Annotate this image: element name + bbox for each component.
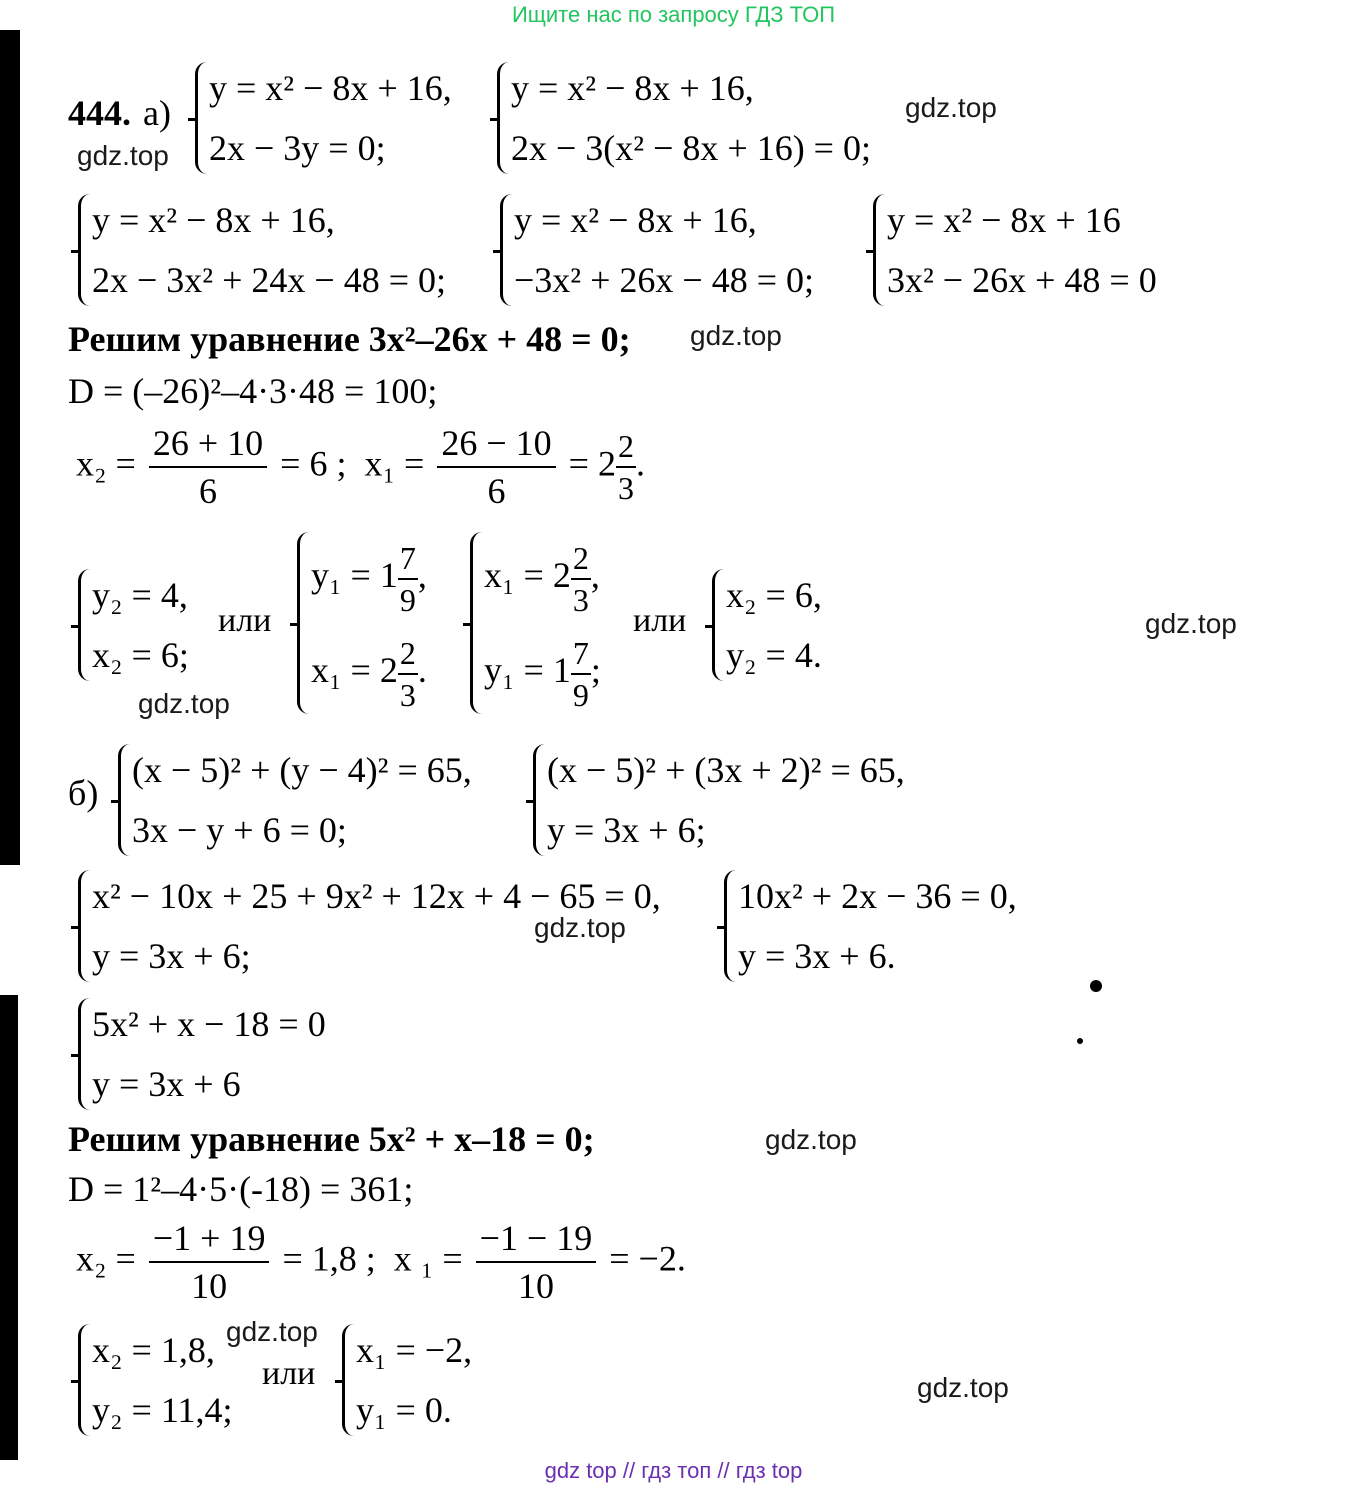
watermark: gdz.top <box>534 912 626 943</box>
equation: x₂ = 1,8, <box>92 1330 215 1370</box>
lhs: y₁ = 1 <box>311 555 398 595</box>
discriminant-a: D = (–26)²–4·3·48 = 100; <box>68 371 438 411</box>
watermark: gdz.top <box>905 92 997 123</box>
numerator: −1 − 19 <box>476 1215 597 1263</box>
watermark: gdz.top <box>690 320 782 351</box>
denominator: 3 <box>399 676 416 713</box>
equation <box>484 528 601 623</box>
root-x1-whole: = 2 <box>568 443 616 484</box>
scan-speck <box>1077 1038 1083 1044</box>
equation: 3x² − 26x + 48 = 0 <box>887 260 1157 300</box>
brace <box>500 194 513 306</box>
equation: −3x² + 26x − 48 = 0; <box>514 260 815 300</box>
equation: y₂ = 4, <box>92 575 188 615</box>
equation: y = 3x + 6; <box>92 936 251 976</box>
equation <box>311 623 427 718</box>
numerator: 2 <box>616 426 636 468</box>
problem-number: 444. <box>68 93 131 133</box>
brace <box>533 744 546 856</box>
equation: x₂ = 6; <box>92 635 189 675</box>
equation: y = 3x + 6 <box>92 1064 241 1104</box>
fraction <box>398 538 418 620</box>
equation: y = x² − 8x + 16, <box>514 200 757 240</box>
brace <box>470 532 483 714</box>
root-x2-value: = 6 ; <box>280 443 347 484</box>
equation: y₂ = 11,4; <box>92 1390 233 1430</box>
or-word: или <box>633 602 687 639</box>
brace <box>78 870 91 982</box>
root-x1-label: x₁ = <box>364 443 425 484</box>
numerator: 2 <box>571 538 591 580</box>
root-x2-label: x₂ = <box>76 443 136 484</box>
fraction <box>149 420 267 514</box>
numerator: 26 + 10 <box>149 420 267 468</box>
equation: 5x² + x − 18 = 0 <box>92 1004 326 1044</box>
equation: y = x² − 8x + 16, <box>511 68 754 108</box>
solve-text-b: Решим уравнение 5x² + x–18 = 0; <box>68 1119 595 1159</box>
punct: , <box>417 555 427 595</box>
root-x2-value: = 1,8 ; <box>282 1238 376 1279</box>
footer-links[interactable]: gdz top // гдз топ // гдз top <box>544 1458 803 1483</box>
or-word: или <box>218 602 272 639</box>
brace <box>712 569 725 681</box>
root-x2-label: x₂ = <box>76 1238 136 1279</box>
brace <box>78 1324 91 1436</box>
equation: y₁ = 0. <box>356 1390 452 1430</box>
equation: (x − 5)² + (3x + 2)² = 65, <box>547 750 905 790</box>
denominator: 9 <box>572 676 589 713</box>
equation: 2x − 3(x² − 8x + 16) = 0; <box>511 128 871 168</box>
brace <box>195 62 208 174</box>
watermark: gdz.top <box>1145 608 1237 639</box>
fraction <box>571 538 591 620</box>
brace <box>497 62 510 174</box>
denominator: 6 <box>487 471 506 511</box>
watermark: gdz.top <box>138 688 230 719</box>
brace <box>78 194 91 306</box>
fraction <box>437 420 555 514</box>
watermark: gdz.top <box>917 1372 1009 1403</box>
equation: 2x − 3y = 0; <box>209 128 386 168</box>
scan-speck <box>1090 980 1102 992</box>
equation: y = x² − 8x + 16, <box>209 68 452 108</box>
denominator: 10 <box>191 1266 228 1306</box>
fraction <box>571 633 591 715</box>
numerator: −1 + 19 <box>149 1215 270 1263</box>
equation: y₂ = 4. <box>726 635 822 675</box>
equation: y = x² − 8x + 16 <box>887 200 1121 240</box>
equation: 3x − y + 6 = 0; <box>132 810 347 850</box>
or-word: или <box>262 1355 316 1392</box>
denominator: 3 <box>617 470 634 506</box>
search-hint-link[interactable]: Ищите нас по запросу ГДЗ ТОП <box>511 2 836 27</box>
equation: x₁ = −2, <box>356 1330 473 1370</box>
watermark: gdz.top <box>765 1124 857 1155</box>
lhs: x₁ = 2 <box>484 555 571 595</box>
scan-edge-bottom <box>0 995 18 1460</box>
part-a-label: а) <box>143 93 171 133</box>
equation <box>484 623 601 718</box>
equation: y = 3x + 6. <box>738 936 896 976</box>
brace <box>78 569 91 681</box>
part-b-label: б) <box>68 773 99 813</box>
brace <box>78 998 91 1110</box>
root-x1-value: = −2. <box>609 1238 686 1279</box>
watermark: gdz.top <box>77 140 169 171</box>
fraction <box>476 1215 597 1309</box>
punct: . <box>417 650 427 690</box>
equation: x₂ = 6, <box>726 575 822 615</box>
equation: 2x − 3x² + 24x − 48 = 0; <box>92 260 447 300</box>
equation: (x − 5)² + (y − 4)² = 65, <box>132 750 472 790</box>
equation <box>311 528 427 623</box>
brace <box>724 870 737 982</box>
brace <box>118 744 131 856</box>
watermark: gdz.top <box>226 1316 318 1347</box>
equation: x² − 10x + 25 + 9x² + 12x + 4 − 65 = 0, <box>92 876 661 916</box>
roots-a <box>76 420 645 514</box>
scan-edge-top <box>0 30 20 865</box>
fraction <box>398 633 418 715</box>
punct: , <box>590 555 600 595</box>
brace <box>297 532 310 714</box>
root-x1-label: x ₁ = <box>393 1238 463 1279</box>
numerator: 2 <box>398 633 418 675</box>
lhs: x₁ = 2 <box>311 650 398 690</box>
roots-b <box>76 1215 686 1309</box>
fraction <box>149 1215 270 1309</box>
punct: ; <box>590 650 601 690</box>
equation: y = 3x + 6; <box>547 810 706 850</box>
solve-text-a: Решим уравнение 3x²–26x + 48 = 0; <box>68 319 631 359</box>
fraction <box>616 426 636 508</box>
denominator: 9 <box>399 581 416 618</box>
period: . <box>635 443 645 484</box>
numerator: 7 <box>398 538 418 580</box>
denominator: 3 <box>572 581 589 618</box>
discriminant-b: D = 1²–4·5·(-18) = 361; <box>68 1169 414 1209</box>
denominator: 6 <box>199 471 218 511</box>
brace <box>342 1324 355 1436</box>
equation: y = x² − 8x + 16, <box>92 200 335 240</box>
equation: 10x² + 2x − 36 = 0, <box>738 876 1017 916</box>
lhs: y₁ = 1 <box>484 650 571 690</box>
numerator: 7 <box>571 633 591 675</box>
brace <box>873 194 886 306</box>
denominator: 10 <box>517 1266 554 1306</box>
numerator: 26 − 10 <box>437 420 555 468</box>
